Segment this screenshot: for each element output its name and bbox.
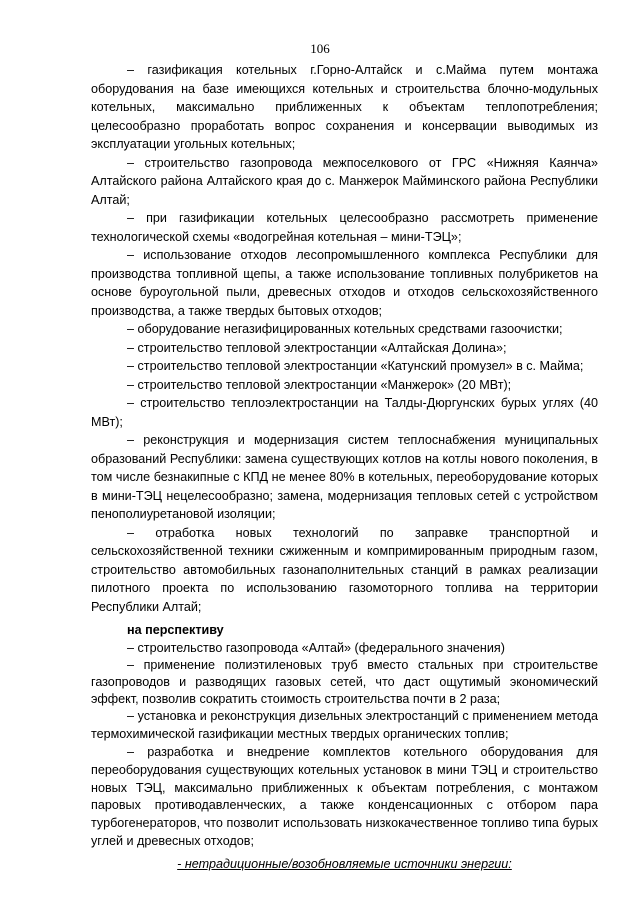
paragraph: – реконструкция и модернизация систем теплоснабжения муниципальных образований Республики: замена существующих котлов на котлы нового поколения, в том числе безнакипные с КПД не менее 80% в котельных, переоборудование которых в мини-ТЭЦ нецелесообразно; замена, модернизация тепловых сетей с устройством пенополиуретановой изоляции; — [91, 433, 598, 521]
paragraph: – строительство теплоэлектростанции на Талды-Дюргунских бурых углях (40 МВт); — [91, 396, 598, 429]
section-subheading: - нетрадиционные/возобновляемые источники энергии: — [177, 856, 512, 871]
paragraph: – строительство тепловой электростанции «Манжерок» (20 МВт); — [127, 377, 512, 392]
paragraph: – строительство газопровода межпоселкового от ГРС «Нижняя Каянча» Алтайского района Алтайского края до с. Манжерок Майминского района Республики Алтай; — [91, 155, 598, 207]
section-heading: на перспективу — [127, 623, 224, 637]
document-body — [91, 61, 598, 873]
paragraph: – применение полиэтиленовых труб вместо стальных при строительстве газопроводов и разводящих газовых сетей, что даст ощутимый экономический эффект, позволив сократить стоимость строительства почти в 2 раза; — [91, 657, 598, 707]
paragraph: – отработка новых технологий по заправке транспортной и сельскохозяйственной техники сжиженным и компримированным природным газом, строительство автомобильных газонаполнительных станций в рамках реализации пилотного проекта по использованию газомоторного топлива на территории Республики Алтай; — [91, 525, 598, 614]
paragraph: – строительство тепловой электростанции «Катунский промузел» в с. Майма; — [127, 359, 584, 373]
paragraph: – установка и реконструкция дизельных электростанций с применением метода термохимической газификации местных твердых органических топлив; — [91, 709, 598, 742]
paragraph: – строительство газопровода «Алтай» (федерального значения) — [127, 640, 505, 655]
paragraph: – строительство тепловой электростанции «Алтайская Долина»; — [127, 340, 507, 355]
page-number: 106 — [310, 41, 330, 56]
paragraph: – газификация котельных г.Горно-Алтайск и с.Майма путем монтажа оборудования на базе имеющихся котельных и строительства блочно-модульных котельных, максимально приближенных к объектам теплопотребления; целесообразно проработать вопрос сохранения и консервации выводимых из эксплуатации угольных котельных; — [91, 63, 598, 151]
paragraph: – разработка и внедрение комплектов котельного оборудования для переоборудования существующих котельных установок в мини ТЭЦ и строительство новых ТЭЦ, максимально приближенных к объектам потребления, с монтажом паровых противодавленческих, а также конденсационных с отбором пара турбогенераторов, что позволит использовать низкокачественное топливо типа бурых углей и древесных отходов; — [91, 744, 598, 848]
paragraph: – при газификации котельных целесообразно рассмотреть применение технологической схемы «водогрейная котельная – мини-ТЭЦ»; — [91, 211, 598, 244]
paragraph: – оборудование негазифицированных котельных средствами газоочистки; — [127, 322, 563, 336]
paragraph: – использование отходов лесопромышленного комплекса Республики для производства топливной щепы, а также использование топливных полубрикетов на основе буроугольной пыли, древесных отходов и отходов сельскохозяйственного производства, а также твердых бытовых отходов; — [91, 248, 598, 318]
